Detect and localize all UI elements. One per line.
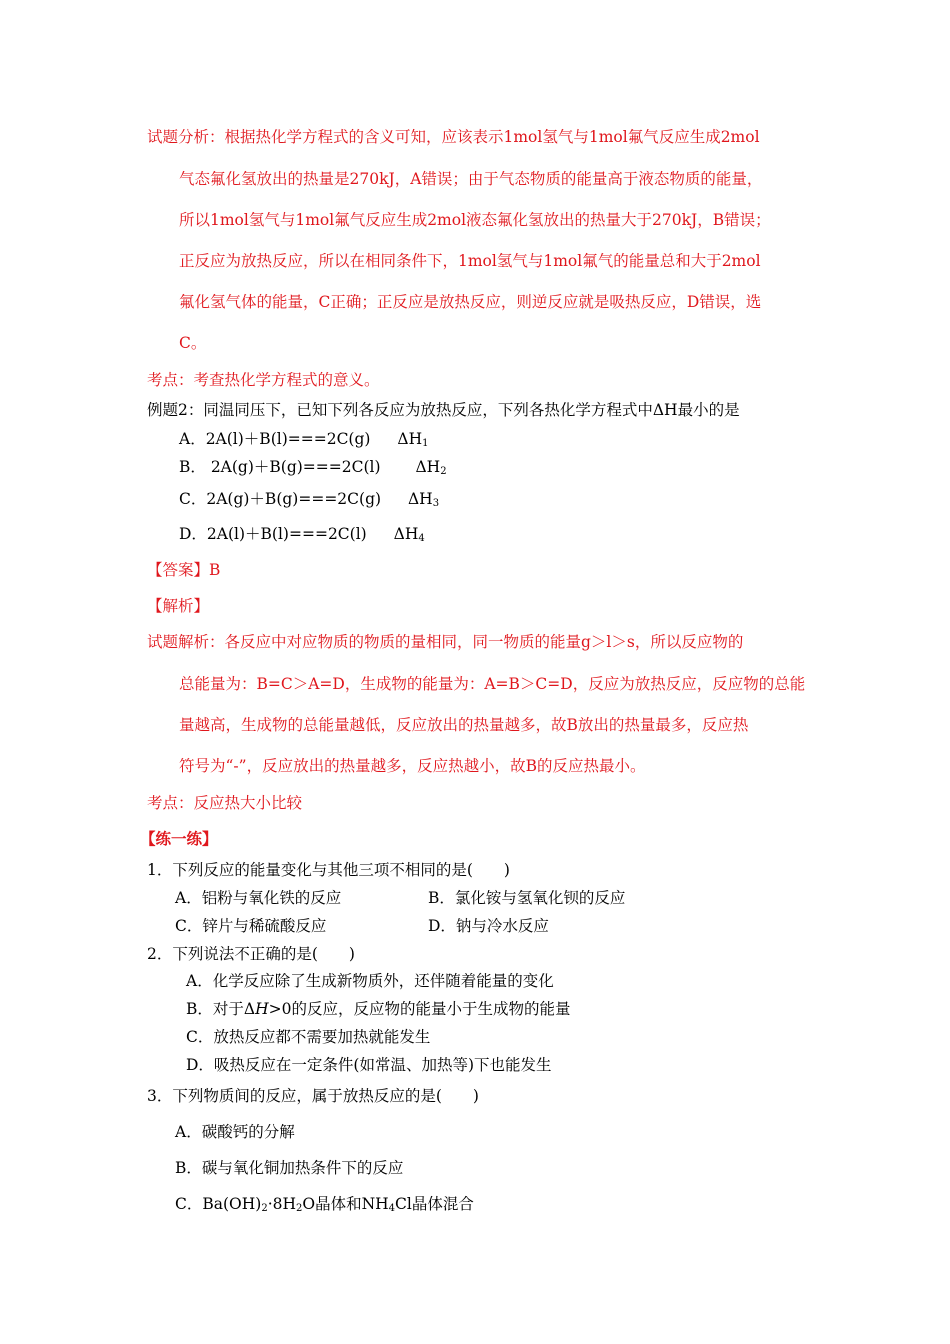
option-c-dh-label: ΔH bbox=[407, 490, 433, 508]
example2-option-c bbox=[179, 489, 439, 509]
analysis1-line-5: 氟化氢气体的能量，C正确；正反应是放热反应，则逆反应就是吸热反应，D错误，选 bbox=[179, 293, 762, 311]
practice-heading: 【练一练】 bbox=[140, 829, 218, 848]
practice-q1-b: B．氯化铵与氢氧化钡的反应 bbox=[428, 889, 626, 907]
example2-question: 例题2：同温同压下，已知下列各反应为放热反应，下列各热化学方程式中ΔH最小的是 bbox=[147, 401, 740, 419]
q3-c-mid: ·8H bbox=[267, 1195, 296, 1213]
practice-q3-a: A．碳酸钙的分解 bbox=[175, 1123, 295, 1141]
q3-c-sub1: 2 bbox=[261, 1203, 268, 1214]
q3-c-sub3: 4 bbox=[388, 1203, 396, 1214]
option-a-dh bbox=[397, 430, 428, 448]
analysis1-kaodian: 考点：考查热化学方程式的意义。 bbox=[147, 371, 380, 389]
practice-q2-stem: 2．下列说法不正确的是( ) bbox=[147, 945, 355, 963]
option-d-dh-label: ΔH bbox=[393, 525, 419, 543]
option-d-dh-sub: 4 bbox=[418, 533, 425, 544]
analysis1-line-2: 气态氟化氢放出的热量是270kJ，A错误；由于气态物质的能量高于液态物质的能量， bbox=[179, 170, 763, 188]
option-c-equation: C．2A(g)＋B(g)===2C(g) bbox=[179, 490, 382, 508]
practice-q2-d: D．吸热反应在一定条件(如常温、加热等)下也能发生 bbox=[186, 1056, 552, 1074]
q2-b-post: >0的反应，反应物的能量小于生成物的能量 bbox=[268, 1000, 571, 1018]
practice-q2-c: C．放热反应都不需要加热就能发生 bbox=[186, 1028, 431, 1046]
analysis1-line-1: 试题分析：根据热化学方程式的含义可知，应该表示1mol氢气与1mol氟气反应生成2mol bbox=[147, 128, 760, 146]
q2-b-pre: B．对于Δ bbox=[186, 1000, 256, 1018]
option-a-dh-label: ΔH bbox=[397, 430, 423, 448]
analysis2-line-4: 符号为“-”，反应放出的热量越多，反应热越小，故B的反应热最小。 bbox=[179, 757, 646, 775]
q3-c-sub2: 2 bbox=[296, 1203, 303, 1214]
analysis1-line-4: 正反应为放热反应，所以在相同条件下，1mol氢气与1mol氟气的能量总和大于2mol bbox=[179, 252, 761, 270]
analysis1-line-3: 所以1mol氢气与1mol氟气反应生成2mol液态氟化氢放出的热量大于270kJ，B错误； bbox=[179, 211, 771, 229]
practice-q2-a: A．化学反应除了生成新物质外，还伴随着能量的变化 bbox=[186, 972, 554, 990]
example2-option-a bbox=[179, 429, 428, 449]
option-d-equation: D．2A(l)＋B(l)===2C(l) bbox=[179, 525, 367, 543]
practice-q3-stem: 3．下列物质间的反应，属于放热反应的是( ) bbox=[147, 1087, 479, 1105]
example2-option-d bbox=[179, 524, 425, 544]
practice-q1-stem: 1．下列反应的能量变化与其他三项不相同的是( ) bbox=[147, 861, 510, 879]
q3-c-mid2: O晶体和NH bbox=[302, 1195, 389, 1213]
option-a-dh-sub: 1 bbox=[422, 438, 429, 449]
option-b-dh-sub: 2 bbox=[440, 466, 447, 477]
option-c-dh bbox=[408, 490, 439, 508]
option-b-equation: B． 2A(g)＋B(g)===2C(l) bbox=[179, 458, 381, 476]
example2-option-b bbox=[179, 457, 447, 477]
option-d-dh bbox=[394, 525, 425, 543]
practice-q2-b bbox=[186, 999, 570, 1019]
analysis2-line-1: 试题解析：各反应中对应物质的物质的量相同，同一物质的能量g＞l＞s，所以反应物的 bbox=[147, 633, 744, 651]
analysis2-line-3: 量越高，生成物的总能量越低，反应放出的热量越多，故B放出的热量最多，反应热 bbox=[179, 716, 749, 734]
option-a-equation: A．2A(l)＋B(l)===2C(g) bbox=[179, 430, 371, 448]
example2-jiexi: 【解析】 bbox=[147, 597, 210, 615]
practice-q3-b: B．碳与氧化铜加热条件下的反应 bbox=[175, 1159, 404, 1177]
practice-q1-d: D．钠与冷水反应 bbox=[428, 917, 549, 935]
q3-c-post: Cl晶体混合 bbox=[395, 1195, 474, 1213]
analysis2-kaodian: 考点：反应热大小比较 bbox=[147, 794, 303, 812]
q2-b-h: H bbox=[255, 1000, 269, 1018]
analysis2-line-2: 总能量为：B=C＞A=D，生成物的能量为：A=B＞C=D，反应为放热反应，反应物的总能 bbox=[179, 675, 806, 693]
example2-answer: 【答案】B bbox=[147, 561, 221, 579]
practice-q1-a: A．铝粉与氧化铁的反应 bbox=[175, 889, 342, 907]
analysis1-line-6: C。 bbox=[179, 334, 207, 352]
practice-q3-c bbox=[175, 1194, 474, 1214]
practice-q1-c: C．锌片与稀硫酸反应 bbox=[175, 917, 327, 935]
option-b-dh bbox=[415, 458, 446, 476]
q3-c-pre: C．Ba(OH) bbox=[175, 1195, 262, 1213]
option-b-dh-label: ΔH bbox=[415, 458, 441, 476]
option-c-dh-sub: 3 bbox=[432, 498, 440, 509]
